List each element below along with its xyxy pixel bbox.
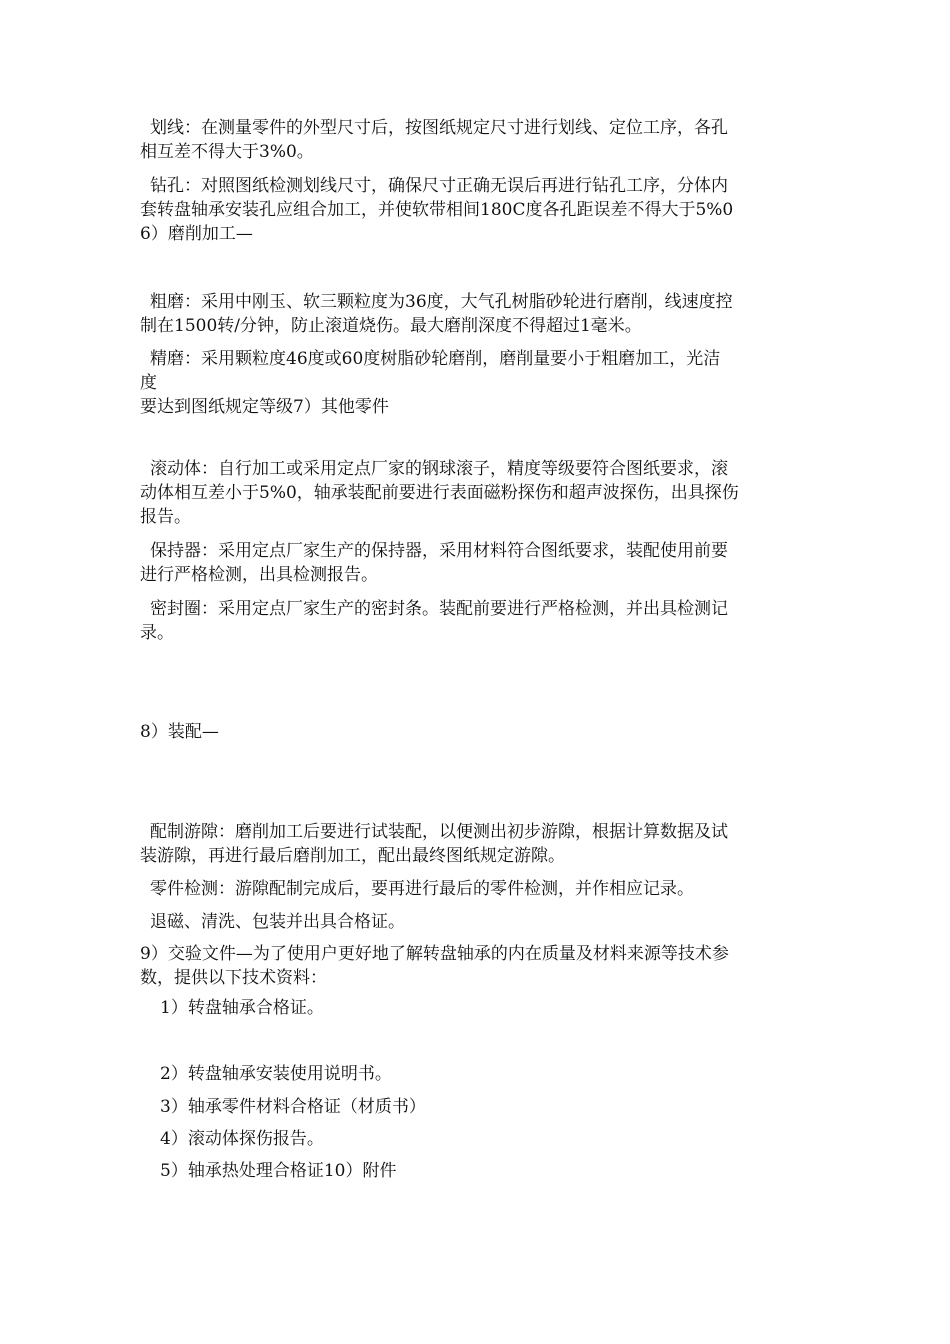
section-heading-documents-cont: 数，提供以下技术资料： <box>140 968 327 988</box>
paragraph-demagnetize: 退磁、清洗、包装并出具合格证。 <box>150 912 405 932</box>
list-item-2: 2）转盘轴承安装使用说明书。 <box>160 1064 392 1084</box>
paragraph-marking: 划线：在测量零件的外型尺寸后，按图纸规定尺寸进行划线、定位工序，各孔 <box>150 118 728 138</box>
paragraph-cage-cont: 进行严格检测，出具检测报告。 <box>140 565 378 585</box>
section-heading-other-parts: 要达到图纸规定等级7）其他零件 <box>140 397 389 417</box>
paragraph-drilling: 钻孔：对照图纸检测划线尺寸，确保尺寸正确无误后再进行钻孔工序，分体内 <box>150 176 728 196</box>
paragraph-fine-grinding: 精磨：采用颗粒度46度或60度树脂砂轮磨削，磨削量要小于粗磨加工，光洁 <box>150 349 721 369</box>
paragraph-part-inspection: 零件检测：游隙配制完成后，要再进行最后的零件检测，并作相应记录。 <box>150 879 694 899</box>
section-heading-documents: 9）交验文件—为了使用户更好地了解转盘轴承的内在质量及材料来源等技术参 <box>140 944 729 964</box>
section-heading-assembly: 8）装配— <box>140 722 219 742</box>
paragraph-rolling-elements: 滚动体：自行加工或采用定点厂家的钢球滚子，精度等级要符合图纸要求，滚 <box>150 459 728 479</box>
paragraph-clearance: 配制游隙：磨削加工后要进行试装配，以便测出初步游隙，根据计算数据及试 <box>150 822 728 842</box>
list-item-4: 4）滚动体探伤报告。 <box>160 1129 324 1149</box>
paragraph-seal-cont: 录。 <box>140 623 174 643</box>
list-item-3: 3）轴承零件材料合格证（材质书） <box>160 1097 426 1117</box>
paragraph-rolling-elements-cont: 动体相互差小于5%0，轴承装配前要进行表面磁粉探伤和超声波探伤，出具探伤 <box>140 483 739 503</box>
paragraph-clearance-cont: 装游隙，再进行最后磨削加工，配出最终图纸规定游隙。 <box>140 846 565 866</box>
section-heading-grinding: 6）磨削加工— <box>140 224 253 244</box>
list-item-5: 5）轴承热处理合格证10）附件 <box>160 1161 397 1181</box>
paragraph-fine-grinding-cont: 度 <box>140 373 157 393</box>
paragraph-rough-grinding: 粗磨：采用中刚玉、软三颗粒度为36度，大气孔树脂砂轮进行磨削，线速度控 <box>150 292 733 312</box>
paragraph-marking-cont: 相互差不得大于3%0。 <box>140 142 314 162</box>
paragraph-drilling-cont: 套转盘轴承安装孔应组合加工，并使软带相间180C度各孔距误差不得大于5%0 <box>140 200 734 220</box>
paragraph-cage: 保持器：采用定点厂家生产的保持器，采用材料符合图纸要求，装配使用前要 <box>150 541 728 561</box>
list-item-1: 1）转盘轴承合格证。 <box>160 998 324 1018</box>
paragraph-rough-grinding-cont: 制在1500转/分钟，防止滚道烧伤。最大磨削深度不得超过1毫米。 <box>140 316 642 336</box>
paragraph-seal: 密封圈：采用定点厂家生产的密封条。装配前要进行严格检测，并出具检测记 <box>150 599 728 619</box>
paragraph-rolling-elements-end: 报告。 <box>140 507 191 527</box>
